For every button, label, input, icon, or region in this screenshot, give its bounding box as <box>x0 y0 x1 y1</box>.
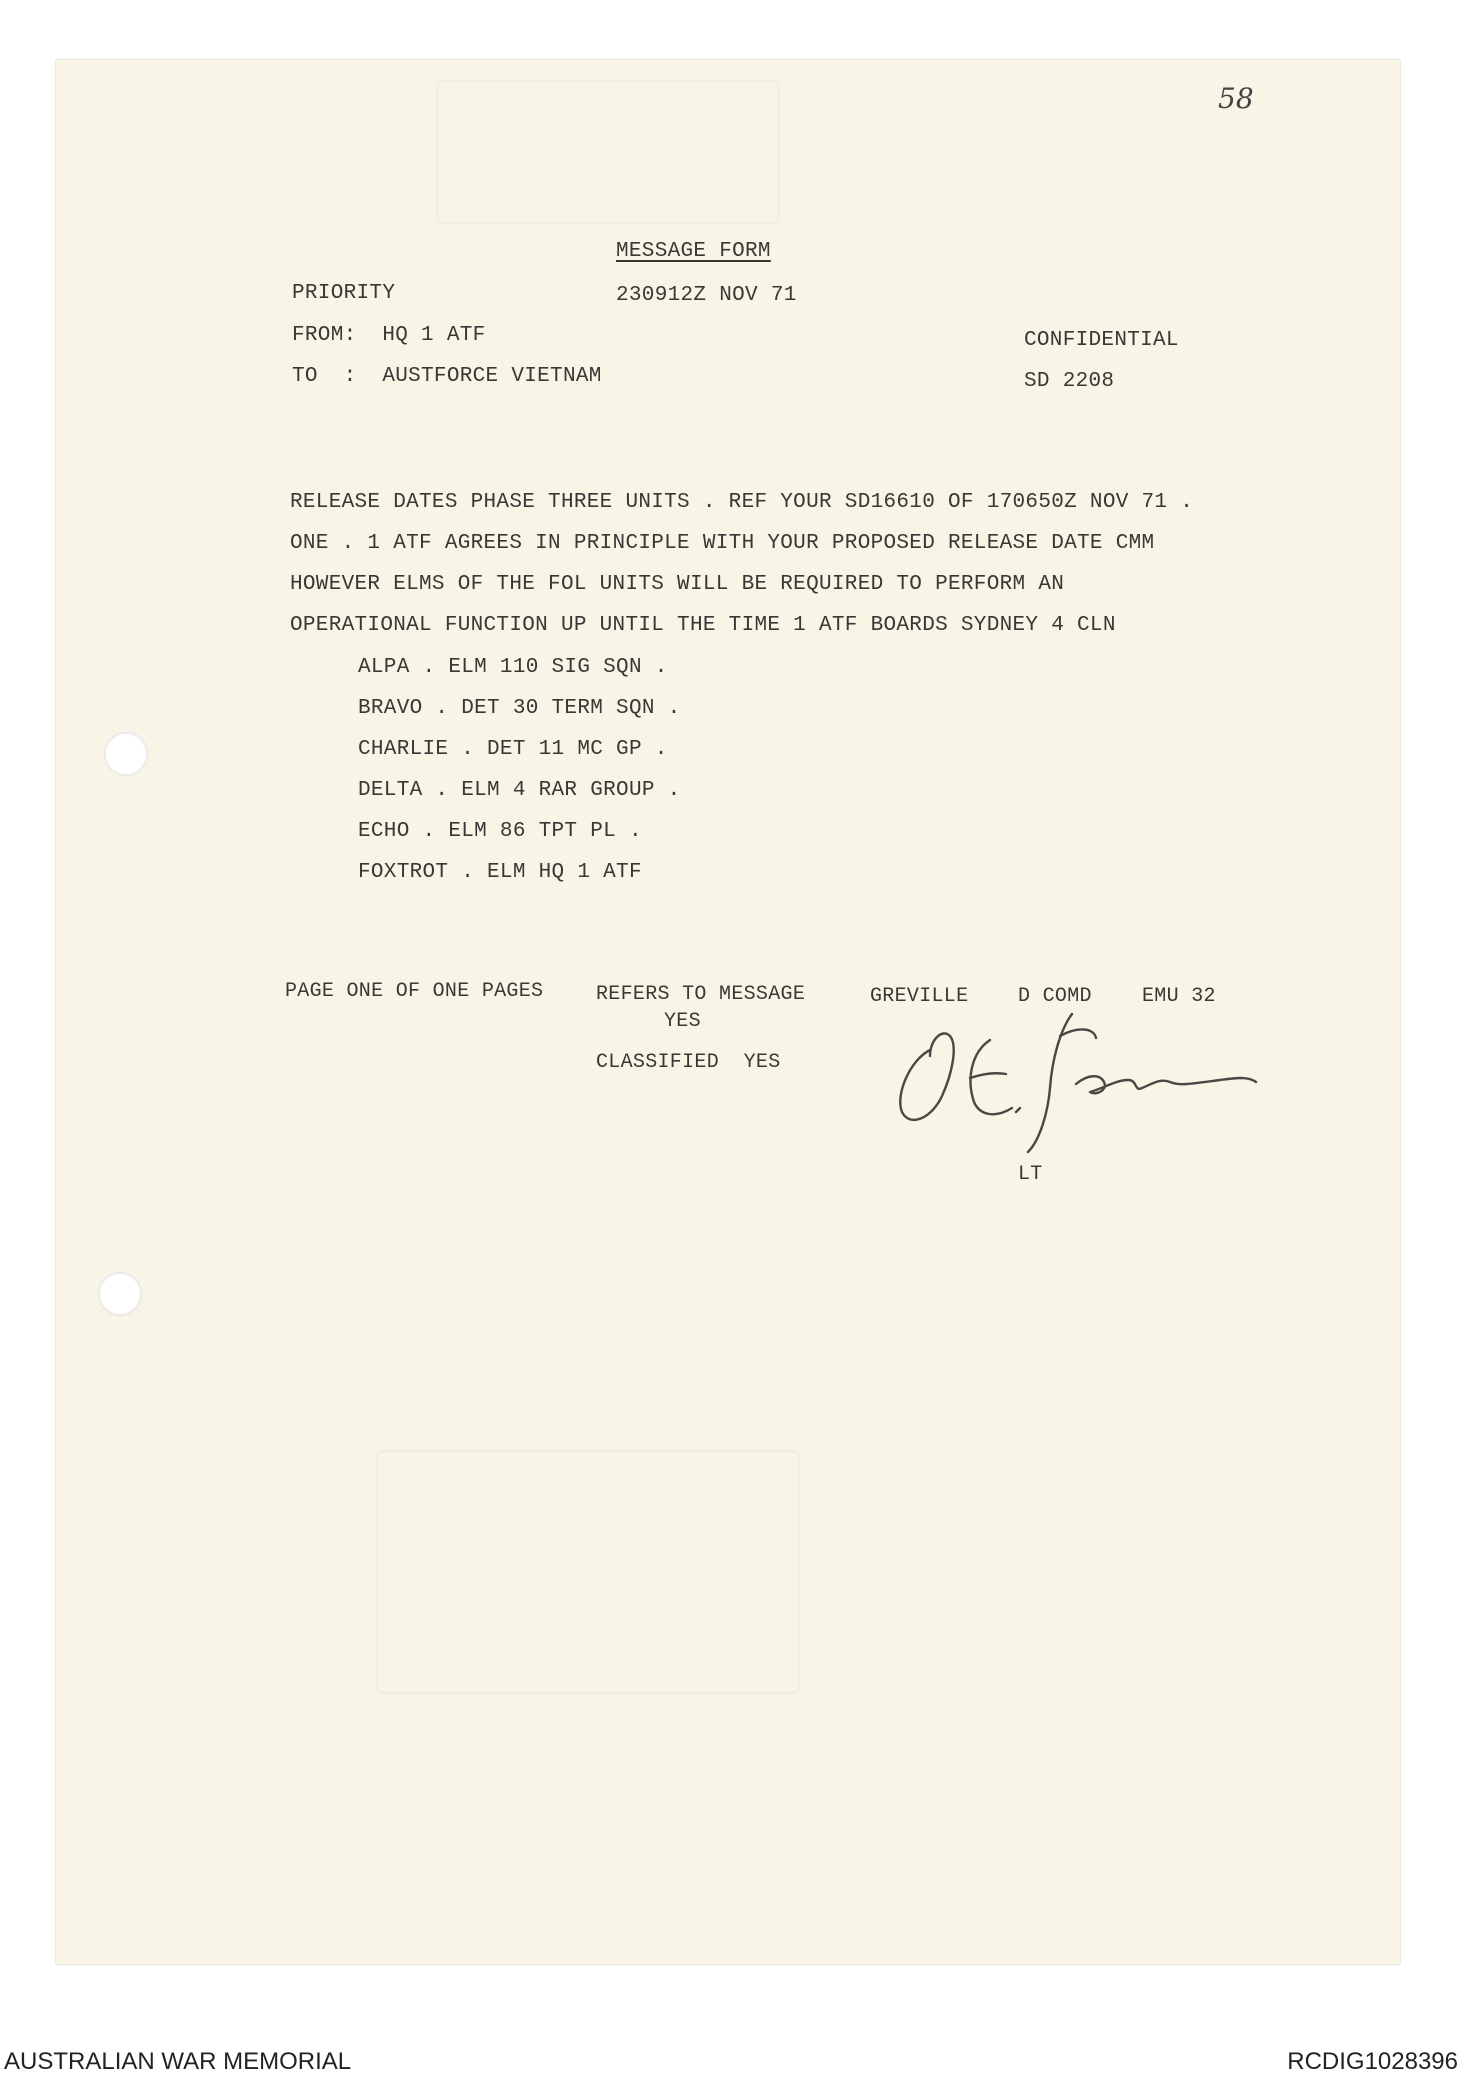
from-line: FROM: HQ 1 ATF <box>292 324 486 347</box>
classified-flag: CLASSIFIED YES <box>596 1051 781 1074</box>
originator-phone: EMU 32 <box>1142 985 1216 1008</box>
unit-list-item: DELTA . ELM 4 RAR GROUP . <box>358 779 681 802</box>
refers-to-message: REFERS TO MESSAGE <box>596 983 806 1006</box>
to-line: TO : AUSTFORCE VIETNAM <box>292 365 602 388</box>
refers-to-message-value: YES <box>664 1010 701 1033</box>
classification: CONFIDENTIAL <box>1024 329 1179 352</box>
folio-number: 58 <box>1218 82 1254 115</box>
unit-list-item: CHARLIE . DET 11 MC GP . <box>358 738 668 761</box>
handwritten-signature <box>890 1000 1290 1160</box>
body-line: OPERATIONAL FUNCTION UP UNTIL THE TIME 1 ATF BOARDS SYDNEY 4 CLN <box>290 614 1116 637</box>
precedence: PRIORITY <box>292 282 396 305</box>
serial-number: SD 2208 <box>1024 370 1115 393</box>
unit-list-item: ECHO . ELM 86 TPT PL . <box>358 820 642 843</box>
punch-hole-top <box>104 732 148 776</box>
watermark-emboss-bottom <box>376 1450 800 1694</box>
page-count: PAGE ONE OF ONE PAGES <box>285 980 544 1003</box>
form-title: MESSAGE FORM <box>616 240 771 263</box>
date-time-group: 230912Z NOV 71 <box>616 284 797 307</box>
body-line: RELEASE DATES PHASE THREE UNITS . REF YOUR SD16610 OF 170650Z NOV 71 . <box>290 491 1194 514</box>
body-line: ONE . 1 ATF AGREES IN PRINCIPLE WITH YOUR PROPOSED RELEASE DATE CMM <box>290 532 1155 555</box>
originator-rank: LT <box>1018 1163 1043 1186</box>
watermark-emboss-top <box>436 80 780 224</box>
unit-list-item: BRAVO . DET 30 TERM SQN . <box>358 697 681 720</box>
archive-credit: AUSTRALIAN WAR MEMORIAL <box>4 2048 352 2075</box>
record-identifier: RCDIG1028396 <box>1287 2048 1458 2075</box>
originator-name: GREVILLE <box>870 985 969 1008</box>
originator-appointment: D COMD <box>1018 985 1092 1008</box>
punch-hole-bottom <box>98 1272 142 1316</box>
unit-list-item: FOXTROT . ELM HQ 1 ATF <box>358 861 642 884</box>
unit-list-item: ALPA . ELM 110 SIG SQN . <box>358 656 668 679</box>
body-line: HOWEVER ELMS OF THE FOL UNITS WILL BE REQUIRED TO PERFORM AN <box>290 573 1065 596</box>
